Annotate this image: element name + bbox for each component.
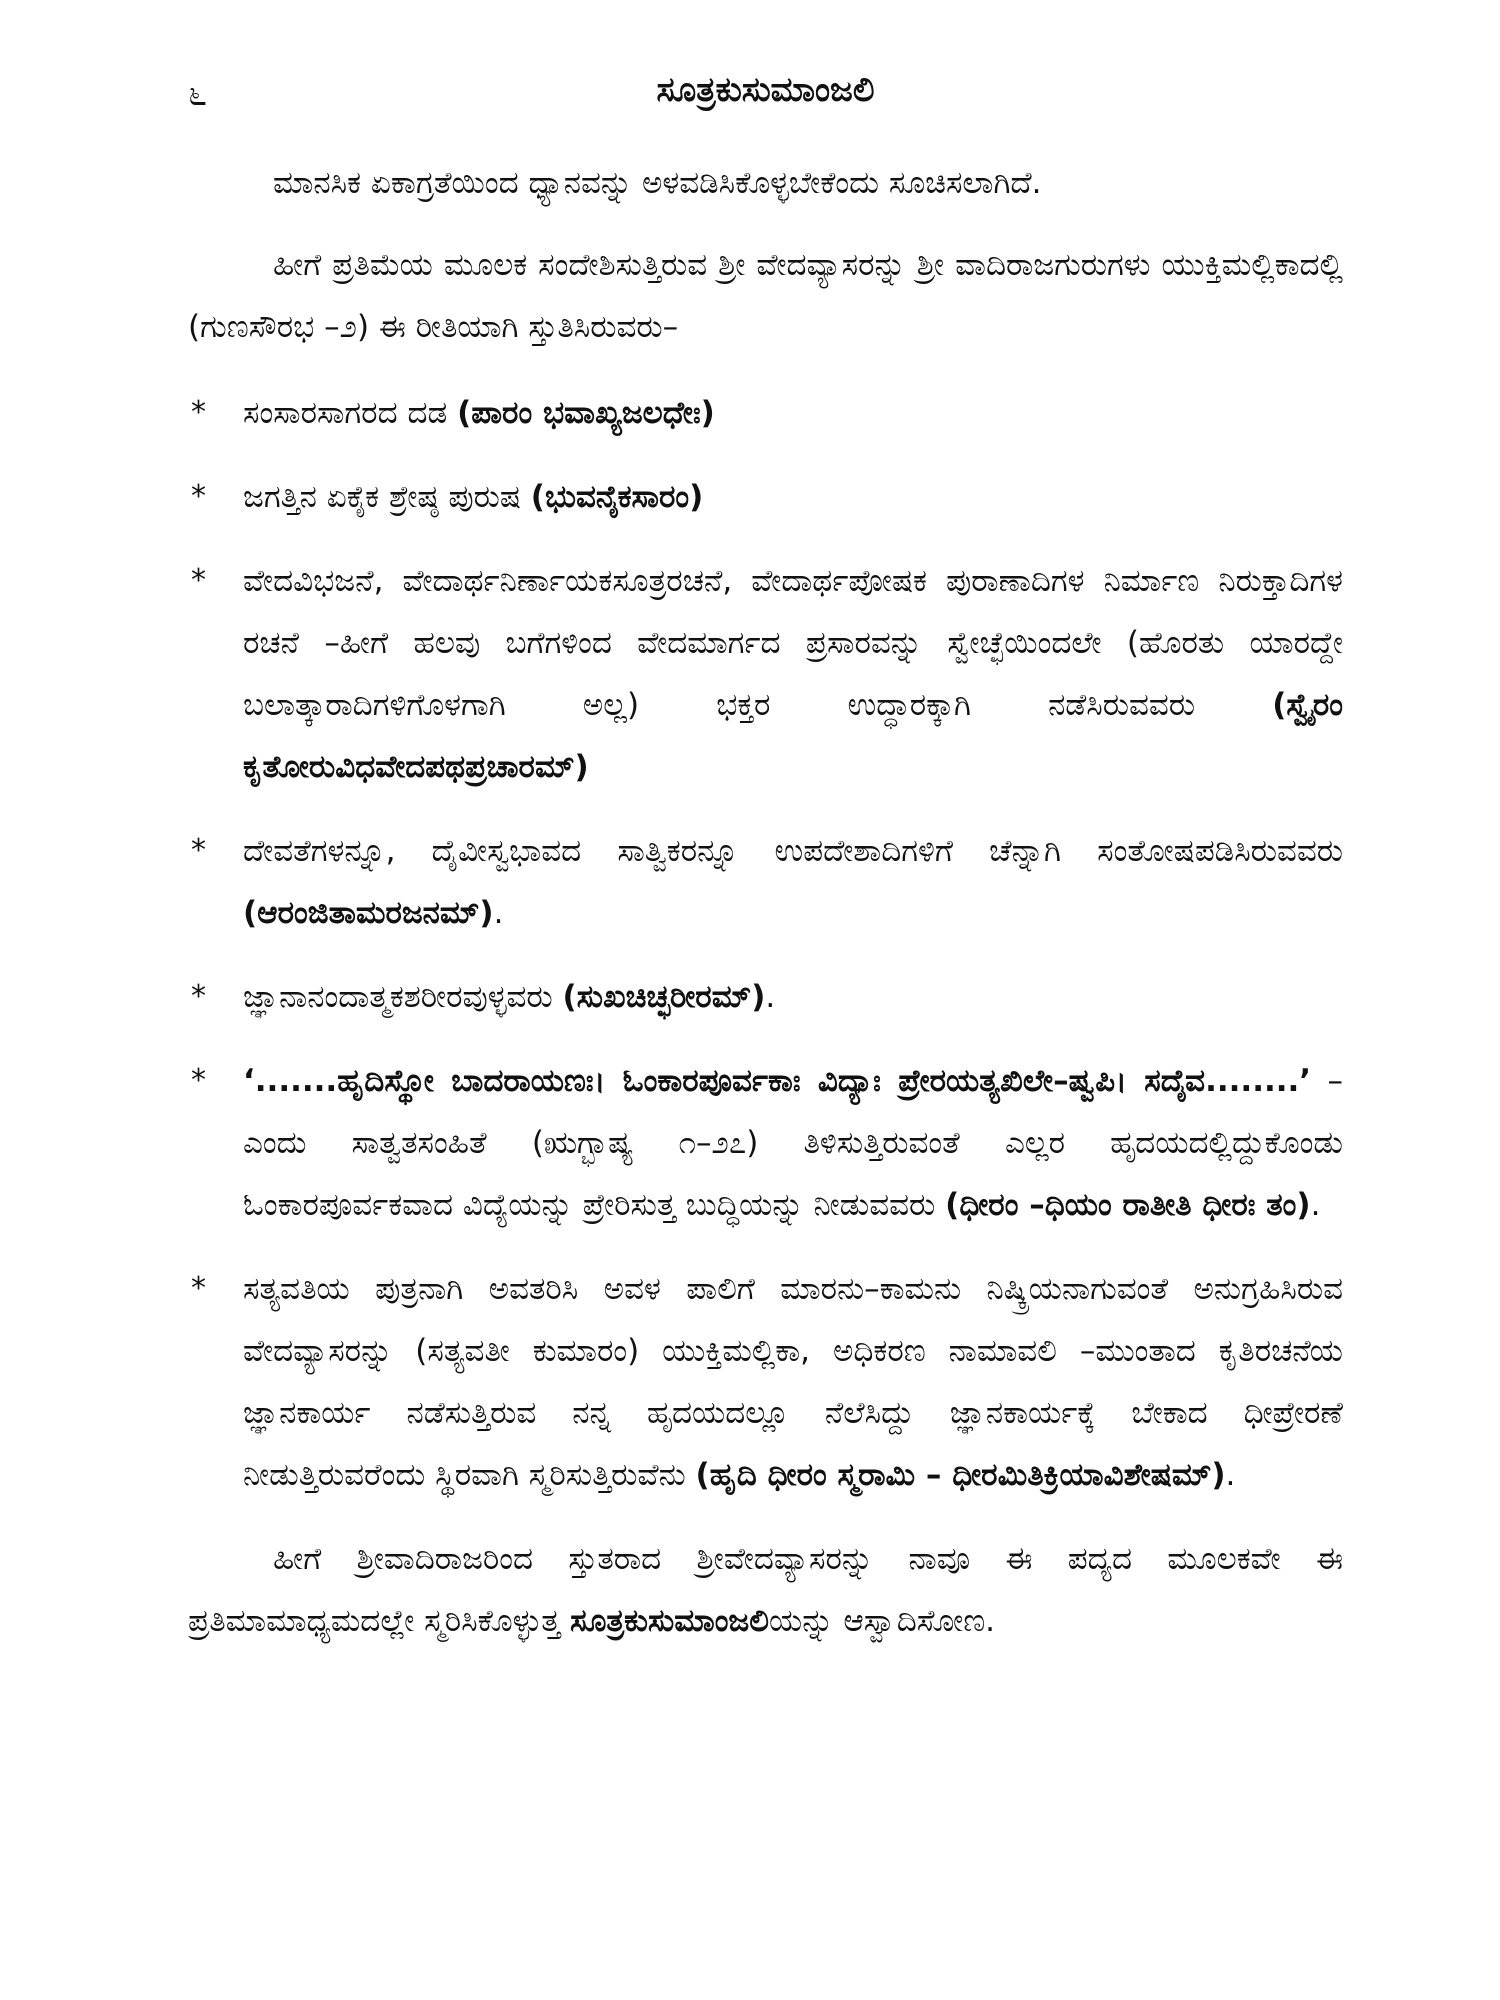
list-item (188, 550, 1343, 798)
page-number: ೬ (188, 74, 208, 114)
bullet-text: ದೇವತೆಗಳನ್ನೂ, ದೈವೀಸ್ವಭಾವದ ಸಾತ್ವಿಕರನ್ನೂ ಉಪದೇಶಾದಿಗಳಿಗೆ ಚೆನ್ನಾಗಿ ಸಂತೋಷಪಡಿಸಿರುವವರು (243, 833, 1343, 869)
bullet-text: ಸಂಸಾರಸಾಗರದ ದಡ (243, 395, 458, 431)
bullet-marker: * (191, 979, 206, 1014)
bullet-marker: * (191, 1063, 206, 1098)
bullet-bold-text: (ಧೀರಂ –ಧಿಯಂ ರಾತೀತಿ ಧೀರಃ ತಂ) (945, 1187, 1311, 1223)
running-title: ಸೂತ್ರಕುಸುಮಾಂಜಲಿ (656, 70, 875, 110)
bullet-marker: * (191, 563, 206, 598)
body-text (188, 152, 1343, 1652)
bullet-bold-text: (ಪಾರಂ ಭವಾಖ್ಯಜಲಧೇಃ) (457, 395, 715, 431)
bullet-tail: . (1310, 1187, 1321, 1223)
bullet-marker: * (191, 833, 206, 868)
bullet-marker: * (191, 1271, 206, 1306)
bullet-text: ಸತ್ಯವತಿಯ ಪುತ್ರನಾಗಿ ಅವತರಿಸಿ ಅವಳ ಪಾಲಿಗೆ ಮಾರನು–ಕಾಮನು ನಿಷ್ಕ್ರಿಯನಾಗುವಂತೆ ಅನುಗ್ರಹಿಸಿರುವ ವೇದವ್ಯಾಸರನ್ನು (ಸತ್ಯವತೀ ಕುಮಾರಂ) ಯುಕ್ತಿಮಲ್ಲಿಕಾ, ಅಧಿಕರಣ ನಾಮಾವಲಿ –ಮುಂತಾದ ಕೃತಿರಚನೆಯ ಜ್ಞಾನಕಾರ್ಯ ನಡೆಸುತ್ತಿರುವ ನನ್ನ ಹೃದಯದಲ್ಲೂ ನೆಲೆಸಿದ್ದು ಜ್ಞಾನಕಾರ್ಯಕ್ಕೆ ಬೇಕಾದ ಧೀಪ್ರೇರಣೆ ನೀಡುತ್ತಿರುವರೆಂದು ಸ್ಥಿರವಾಗಿ ಸ್ಮರಿಸುತ್ತಿರುವೆನು (243, 1271, 1343, 1493)
bullet-bold-text: (ಆರಂಜಿತಾಮರಜನಮ್) (243, 895, 494, 931)
closing-tail: ಯನ್ನು ಆಸ್ವಾದಿಸೋಣ. (769, 1603, 996, 1639)
list-item (188, 820, 1343, 944)
list-item (188, 966, 1343, 1028)
bullet-quote: ‘.......ಹೃದಿಸ್ಥೋ ಬಾದರಾಯಣಃ। ಓಂಕಾರಪೂರ್ವಕಾಃ ವಿದ್ಯಾಃ ಪ್ರೇರಯತ್ಯಖಿಲೇ–ಷ್ವಪಿ। ಸದೈವ........’ (243, 1063, 1312, 1099)
bullet-bold-text: (ಸ್ವೈರಂ ಕೃತೋರುವಿಧವೇದಪಥಪ್ರಚಾರಮ್) (243, 687, 1343, 785)
closing-text: ಹೀಗೆ ಶ್ರೀವಾದಿರಾಜರಿಂದ ಸ್ತುತರಾದ ಶ್ರೀವೇದವ್ಯಾಸರನ್ನು ನಾವೂ ಈ ಪದ್ಯದ ಮೂಲಕವೇ ಈ ಪ್ರತಿಮಾಮಾಧ್ಯಮದಲ್ಲೇ ಸ್ಮರಿಸಿಕೊಳ್ಳುತ್ತ (188, 1541, 1343, 1639)
bullet-marker: * (191, 395, 206, 430)
bullet-text: ಜಗತ್ತಿನ ಏಕೈಕ ಶ್ರೇಷ್ಠ ಪುರುಷ (243, 479, 531, 515)
list-item (188, 466, 1343, 528)
bullet-text: ವೇದವಿಭಜನೆ, ವೇದಾರ್ಥನಿರ್ಣಾಯಕಸೂತ್ರರಚನೆ, ವೇದಾರ್ಥಪೋಷಕ ಪುರಾಣಾದಿಗಳ ನಿರ್ಮಾಣ ನಿರುಕ್ತಾದಿಗಳ ರಚನೆ –ಹೀಗೆ ಹಲವು ಬಗೆಗಳಿಂದ ವೇದಮಾರ್ಗದ ಪ್ರಸಾರವನ್ನು ಸ್ವೇಚ್ಛೆಯಿಂದಲೇ (ಹೊರತು ಯಾರದ್ದೇ ಬಲಾತ್ಕಾರಾದಿಗಳಿಗೊಳಗಾಗಿ ಅಲ್ಲ) ಭಕ್ತರ ಉದ್ಧಾರಕ್ಕಾಗಿ ನಡೆಸಿರುವವರು (243, 563, 1343, 723)
bullet-tail: . (1225, 1457, 1236, 1493)
intro-line: ಮಾನಸಿಕ ಏಕಾಗ್ರತೆಯಿಂದ ಧ್ಯಾನವನ್ನು ಅಳವಡಿಸಿಕೊಳ್ಳಬೇಕೆಂದು ಸೂಚಿಸಲಾಗಿದೆ. (273, 165, 1042, 201)
closing-paragraph (188, 1528, 1343, 1652)
bullet-tail: . (765, 979, 776, 1015)
intro-paragraph: ಹೀಗೆ ಪ್ರತಿಮೆಯ ಮೂಲಕ ಸಂದೇಶಿಸುತ್ತಿರುವ ಶ್ರೀ ವೇದವ್ಯಾಸರನ್ನು ಶ್ರೀ ವಾದಿರಾಜಗುರುಗಳು ಯುಕ್ತಿಮಲ್ಲಿಕಾದಲ್ಲಿ (ಗುಣಸೌರಭ –೨) ಈ ರೀತಿಯಾಗಿ ಸ್ತುತಿಸಿರುವರು– (188, 247, 1343, 345)
bullet-text: –ಎಂದು ಸಾತ್ವತಸಂಹಿತೆ (ಋಗ್ಭಾಷ್ಯ ೧–೨೭) ತಿಳಿಸುತ್ತಿರುವಂತೆ ಎಲ್ಲರ ಹೃದಯದಲ್ಲಿದ್ದುಕೊಂಡು ಓಂಕಾರಪೂರ್ವಕವಾದ ವಿದ್ಯೆಯನ್ನು ಪ್ರೇರಿಸುತ್ತ ಬುದ್ಧಿಯನ್ನು ನೀಡುವವರು (243, 1063, 1343, 1223)
bullet-tail: . (493, 895, 504, 931)
page-header (188, 70, 1343, 130)
bullet-bold-text: (ಭುವನೈಕಸಾರಂ) (530, 479, 704, 515)
bullet-list (188, 382, 1343, 1506)
bullet-marker: * (191, 479, 206, 514)
list-item (188, 382, 1343, 444)
list-item (188, 1258, 1343, 1506)
bullet-text: ಜ್ಞಾನಾನಂದಾತ್ಮಕಶರೀರವುಳ್ಳವರು (243, 979, 563, 1015)
closing-bold-title: ಸೂತ್ರಕುಸುಮಾಂಜಲಿ (570, 1603, 770, 1639)
list-item (188, 1050, 1343, 1236)
bullet-bold-text: (ಹೃದಿ ಧೀರಂ ಸ್ಮರಾಮಿ – ಧೀರಮಿತಿಕ್ರಿಯಾವಿಶೇಷಮ್) (695, 1457, 1226, 1493)
bullet-bold-text: (ಸುಖಚಿಚ್ಛರೀರಮ್) (562, 979, 766, 1015)
